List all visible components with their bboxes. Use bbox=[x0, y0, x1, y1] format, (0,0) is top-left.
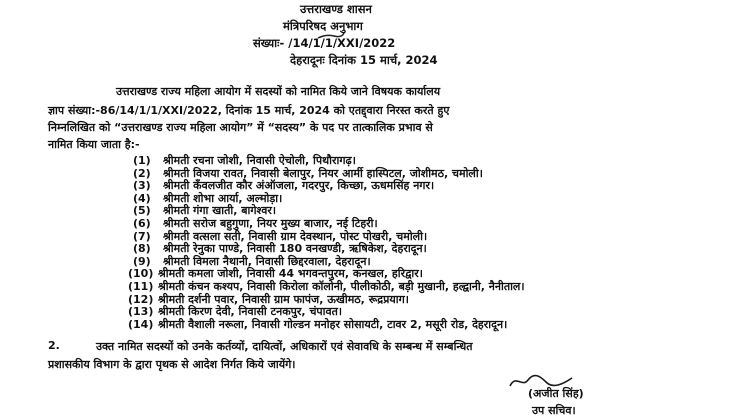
member-details: श्रीमती विमला नैथानी, निवासी छिद्दरवाला, देहरादून। bbox=[163, 254, 371, 268]
member-details: श्रीमती कंचन कश्यप, निवासी किरोला कॉलोनी, पीलीकोठी, बड़ी मुखानी, हल्द्वानी, नैनीताल। bbox=[158, 280, 525, 293]
member-details: श्रीमती विजया रावत, निवासी बेलापुर, नियर आर्मी हास्पिटल, जोशीमठ, चमोली। bbox=[163, 166, 483, 180]
member-details: श्रीमती सरोज बहुगुणा, नियर मुख्य बाजार, नई टिहरी। bbox=[163, 217, 378, 230]
member-number: (7) bbox=[133, 229, 151, 243]
member-number: (5) bbox=[133, 204, 151, 218]
member-details: श्रीमती कमला जोशी, निवासी 44 भगवन्तपुरम, कनखल, हरिद्वार। bbox=[158, 267, 423, 281]
header-reference-number: संख्याः- /14/1/1/XXI/2022 bbox=[253, 36, 396, 50]
member-number: (8) bbox=[133, 242, 151, 256]
member-details: श्रीमती कँवलजीत कौर अंऑजला, गदरपुर, किच्छा, ऊधमसिंह नगर। bbox=[163, 179, 435, 193]
header-section: मंत्रिपरिषद अनुभाग bbox=[283, 19, 363, 33]
signatory-name: (अजीत सिंह) bbox=[528, 387, 584, 400]
member-number: (2) bbox=[133, 166, 151, 180]
section-2-line-2: प्रशासकीय विभाग के द्वारा पृथक से आदेश निर्गत किये जायेंगे। bbox=[48, 358, 296, 371]
member-number: (10) bbox=[128, 267, 154, 281]
member-list-item bbox=[128, 317, 507, 332]
signatory-title: उप सचिव। bbox=[532, 404, 576, 417]
order-paragraph-line-1: उत्तराखण्ड राज्य महिला आयोग में सदस्यों को नामित किये जाने विषयक कार्यालय bbox=[116, 85, 441, 98]
member-number: (1) bbox=[133, 154, 151, 167]
order-paragraph-line-3: निम्नलिखित को “उत्तराखण्ड राज्य महिला आयोग” में “सदस्य” के पद पर तात्कालिक प्रभाव से bbox=[48, 121, 433, 134]
member-details: श्रीमती दर्शनी पवार, निवासी ग्राम फापंज, ऊखीमठ, रूद्रप्रयाग। bbox=[158, 292, 409, 306]
header-government: उत्तराखण्ड शासन bbox=[300, 2, 372, 16]
section-2-line-1: उक्त नामित सदस्यों को उनके कर्तव्यों, दायित्वों, अधिकारों एवं सेवावधि के सम्बन्ध में सम्बन्धित bbox=[96, 340, 473, 353]
section-2-number: 2. bbox=[48, 339, 60, 352]
member-details: श्रीमती वैशाली नरूला, निवासी गोल्डन मनोहर सोसायटी, टावर 2, मसूरी रोड, देहरादून। bbox=[158, 317, 508, 331]
member-number: (14) bbox=[128, 317, 154, 331]
member-number: (13) bbox=[128, 305, 154, 319]
member-details: श्रीमती गंगा खाती, बागेश्वर। bbox=[163, 204, 276, 218]
member-details: श्रीमती वत्सला सती, निवासी ग्राम देवस्थान, पोस्ट पोखरी, चमोली। bbox=[163, 229, 428, 243]
member-number: (4) bbox=[133, 191, 151, 205]
header-date: देहरादूनः दिनांक 15 मार्च, 2024 bbox=[290, 53, 438, 67]
member-details: श्रीमती रेनुका पाण्डे, निवासी 180 वनखण्डी, ऋषिकेश, देहरादून। bbox=[163, 242, 427, 256]
order-paragraph-line-4: नामित किया जाता है:- bbox=[48, 138, 140, 151]
member-number: (3) bbox=[133, 179, 151, 193]
member-number: (12) bbox=[128, 292, 154, 306]
member-number: (11) bbox=[128, 280, 154, 293]
member-number: (6) bbox=[133, 217, 151, 230]
member-details: श्रीमती रचना जोशी, निवासी ऐचोली, पिथौरागढ़। bbox=[163, 154, 356, 167]
order-paragraph-line-2: ज्ञाप संख्या:-86/14/1/1/XXI/2022, दिनांक 15 मार्च, 2024 को एतद्द्वारा निरस्त करते हुए bbox=[48, 104, 450, 117]
member-details: श्रीमती किरण देवी, निवासी टनकपुर, चंपावत। bbox=[158, 305, 343, 319]
member-details: श्रीमती शोभा आर्या, अल्मोड़ा। bbox=[163, 191, 283, 205]
member-number: (9) bbox=[133, 254, 151, 268]
handwritten-dash-mark bbox=[316, 30, 346, 42]
